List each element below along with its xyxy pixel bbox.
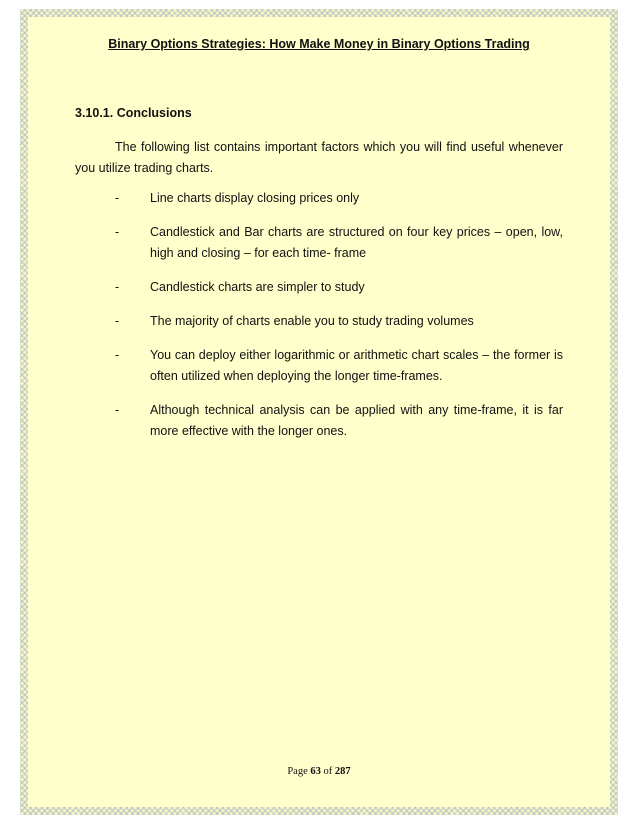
list-item xyxy=(75,345,563,387)
dash-bullet: - xyxy=(115,348,120,362)
section-heading: 3.10.1. Conclusions xyxy=(75,106,192,120)
page-label: Page xyxy=(287,766,308,777)
dash-bullet: - xyxy=(115,225,120,239)
of-label: of xyxy=(323,766,333,777)
running-header: Binary Options Strategies: How Make Money in Binary Options Trading xyxy=(108,37,530,51)
list-item xyxy=(75,311,563,332)
list-item xyxy=(75,400,563,442)
list-item-text: You can deploy either logarithmic or arithmetic chart scales – the former is often utilized when deploying the longer time-frames. xyxy=(150,348,563,383)
dash-bullet: - xyxy=(115,314,120,328)
list-item-text: Candlestick and Bar charts are structured on four key prices – open, low, high and closing – for each time- frame xyxy=(150,225,563,260)
list-item xyxy=(75,188,563,209)
dash-bullet: - xyxy=(115,403,120,417)
list-item xyxy=(75,277,563,298)
list-item xyxy=(75,222,563,264)
dash-bullet: - xyxy=(115,191,120,205)
page-number: 63 xyxy=(310,766,321,777)
dash-bullet: - xyxy=(115,280,120,294)
list-item-text: Line charts display closing prices only xyxy=(150,191,360,205)
list-item-text: Candlestick charts are simpler to study xyxy=(150,280,365,294)
intro-paragraph: The following list contains important factors which you will find useful whenever you utilize trading charts. xyxy=(75,140,563,175)
list-item-text: The majority of charts enable you to study trading volumes xyxy=(150,314,474,328)
conclusions-list xyxy=(75,188,563,455)
page-footer xyxy=(28,766,610,777)
total-pages: 287 xyxy=(334,766,351,777)
list-item-text: Although technical analysis can be applied with any time-frame, it is far more effective with the longer ones. xyxy=(150,403,563,438)
